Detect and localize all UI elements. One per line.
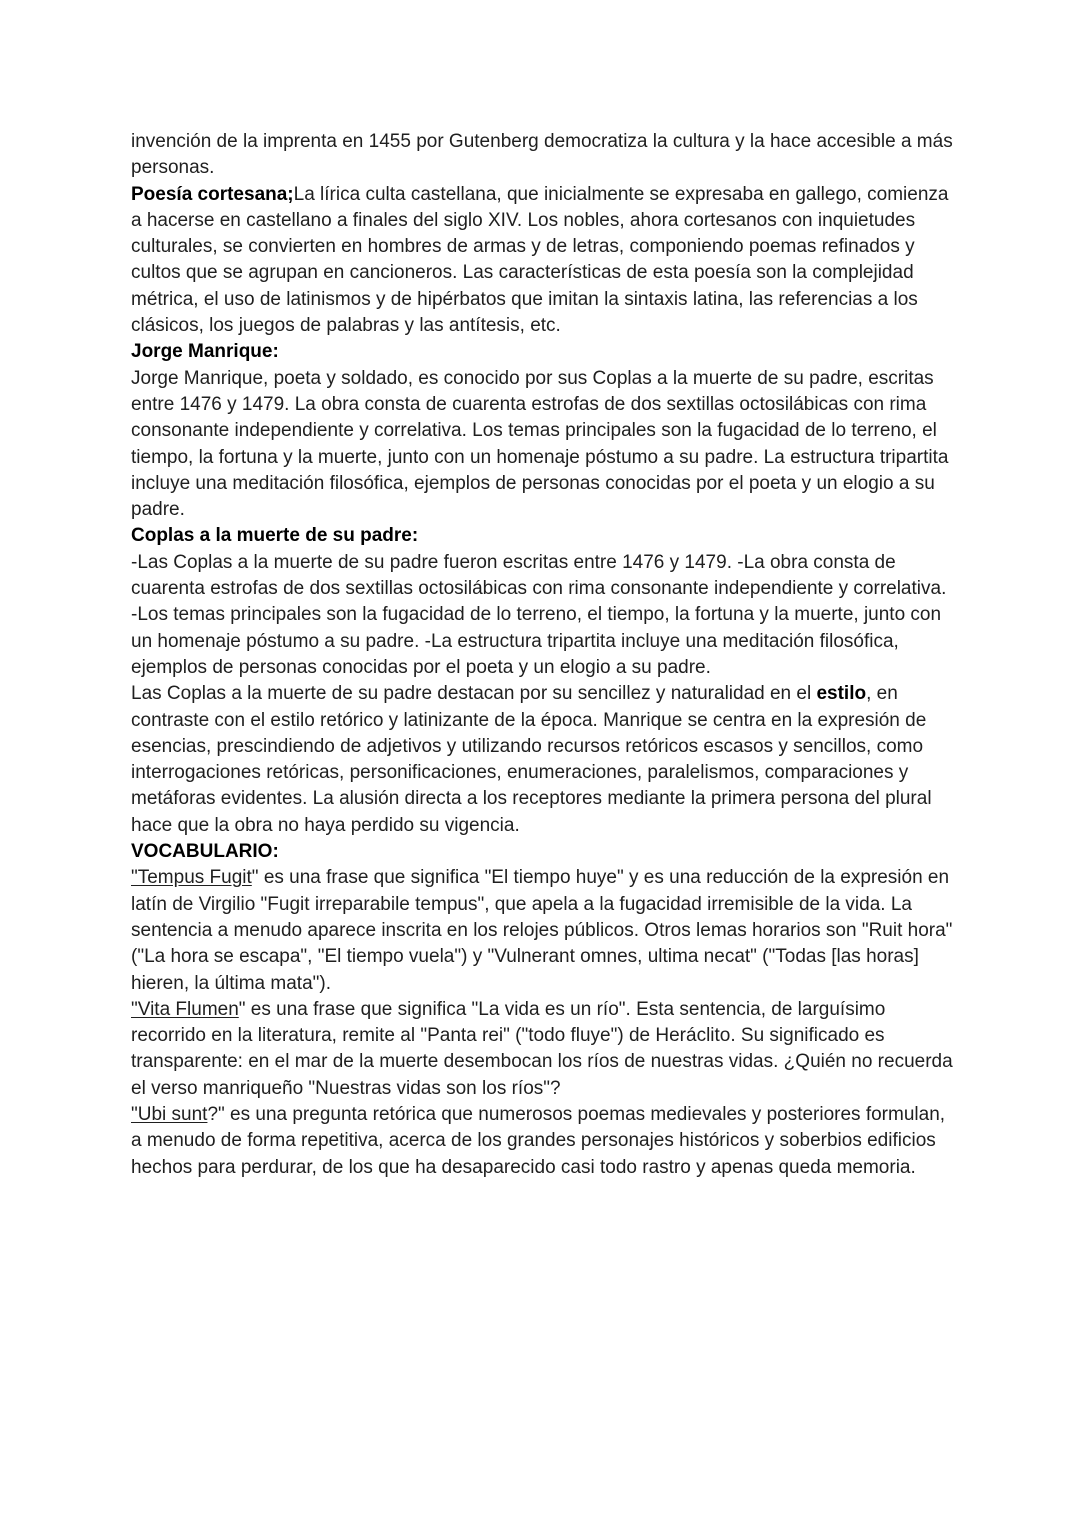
poesia-cortesana-text: La lírica culta castellana, que inicialmente se expresaba en gallego, comienza a hacerse en castellano a finales del siglo XIV. Los nobles, ahora cortesanos con inquietudes culturales, se convierten en hombres de armas y de letras, componiendo poemas refinados y cultos que se agrupan en cancioneros. Las características de esta poesía son la complejidad métrica, el uso de latinismos y de hipérbatos que imitan la sintaxis latina, las referencias a los clásicos, los juegos de palabras y las antítesis, etc. [131,183,949,337]
poesia-cortesana-heading: Poesía cortesana; [131,183,294,205]
coplas-heading: Coplas a la muerte de su padre: [131,525,419,547]
document-page [131,129,953,1181]
vocab-def-tempus-fugit: " es una frase que significa "El tiempo huye" y es una reducción de la expresión en latín de Virgilio "Fugit irreparabile tempus", que apela a la fugacidad irremisible de la vida. La sentencia a menudo aparece inscrita en los relojes públicos. Otros lemas horarios son "Ruit hora" ("La hora se escapa", "El tiempo vuela") y "Vulnerant omnes, ultima necat" ("Todas [las horas] hieren, la última mata"). [131,867,953,994]
intro-paragraph [131,129,953,182]
vocab-item-ubi-sunt [131,1102,953,1181]
vocab-term-ubi-sunt: "Ubi sunt [131,1103,208,1125]
coplas-text-2-before: Las Coplas a la muerte de su padre destacan por su sencillez y naturalidad en el [131,683,817,705]
jorge-manrique-text: Jorge Manrique, poeta y soldado, es conocido por sus Coplas a la muerte de su padre, escritas entre 1476 y 1479. La obra consta de cuarenta estrofas de dos sextillas octosilábicas con rima consonante independiente y correlativa. Los temas principales son la fugacidad de lo terreno, el tiempo, la fortuna y la muerte, junto con un homenaje póstumo a su padre. La estructura tripartita incluye una meditación filosófica, ejemplos de personas conocidas por el poeta y un elogio a su padre. [131,367,949,521]
vocabulario-heading: VOCABULARIO: [131,841,279,863]
coplas-text-2-after: , en contraste con el estilo retórico y latinizante de la época. Manrique se centra en la expresión de esencias, prescindiendo de adjetivos y utilizando recursos retóricos escasos y sencillos, como interrogaciones retóricas, personificaciones, enumeraciones, paralelismos, comparaciones y metáforas evidentes. La alusión directa a los receptores mediante la primera persona del plural hace que la obra no haya perdido su vigencia. [131,683,932,836]
jorge-manrique-heading: Jorge Manrique: [131,341,279,363]
vocab-item-vita-flumen [131,997,953,1102]
coplas-text-2 [131,681,953,839]
vocab-def-vita-flumen: " es una frase que significa "La vida es un río". Esta sentencia, de larguísimo recorrido en la literatura, remite al "Panta rei" ("todo fluye") de Heráclito. Su significado es transparente: en el mar de la muerte desembocan los ríos de nuestras vidas. ¿Quién no recuerda el verso manriqueño "Nuestras vidas son los ríos"? [131,998,953,1099]
vocab-def-ubi-sunt: ?" es una pregunta retórica que numerosos poemas medievales y posteriores formulan, a menudo de forma repetitiva, acerca de los grandes personajes históricos y soberbios edificios hechos para perdurar, de los que ha desaparecido casi todo rastro y apenas queda memoria. [131,1103,946,1178]
vocab-term-tempus-fugit: "Tempus Fugit [131,867,252,889]
coplas-text-1: -Las Coplas a la muerte de su padre fueron escritas entre 1476 y 1479. -La obra consta de cuarenta estrofas de dos sextillas octosilábicas con rima consonante independiente y correlativa. -Los temas principales son la fugacidad de lo terreno, el tiempo, la fortuna y la muerte, junto con un homenaje póstumo a su padre. -La estructura tripartita incluye una meditación filosófica, ejemplos de personas conocidas por el poeta y un elogio a su padre. [131,551,947,678]
intro-text: invención de la imprenta en 1455 por Gutenberg democratiza la cultura y la hace accesible a más personas. [131,131,953,179]
poesia-cortesana-paragraph [131,182,953,340]
vocab-item-tempus-fugit [131,865,953,996]
vocab-term-vita-flumen: "Vita Flumen [131,998,239,1020]
coplas-text-2-bold: estilo [816,683,867,705]
